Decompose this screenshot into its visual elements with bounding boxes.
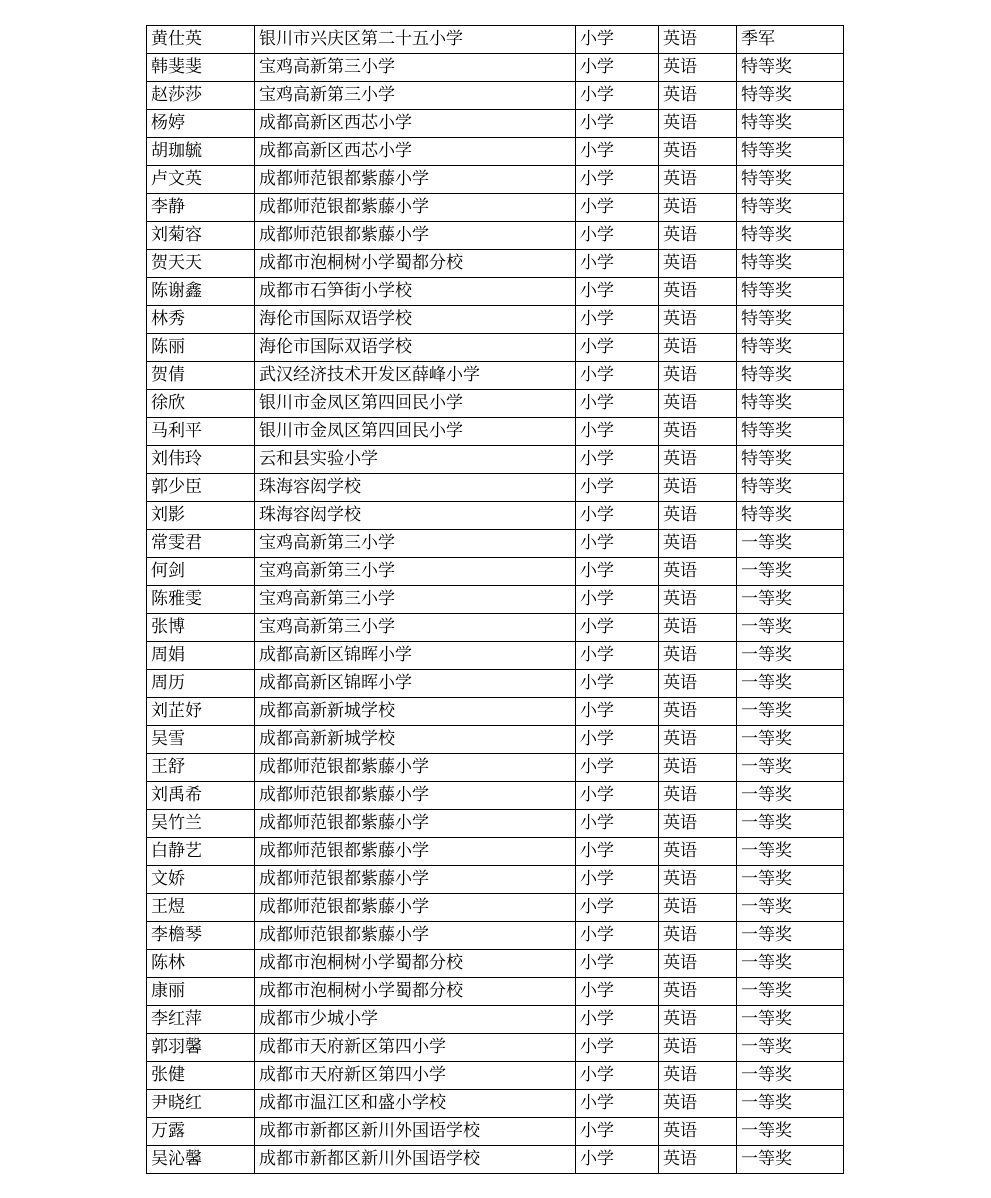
- award-cell: 一等奖: [737, 1118, 844, 1146]
- name-cell: 刘禹希: [147, 782, 255, 810]
- school-cell: 珠海容闳学校: [255, 474, 576, 502]
- subject-cell: 英语: [659, 866, 737, 894]
- subject-cell: 英语: [659, 754, 737, 782]
- school-cell: 成都师范银都紫藤小学: [255, 894, 576, 922]
- subject-cell: 英语: [659, 54, 737, 82]
- award-cell: 一等奖: [737, 698, 844, 726]
- school-cell: 成都市温江区和盛小学校: [255, 1090, 576, 1118]
- name-cell: 郭羽馨: [147, 1034, 255, 1062]
- award-cell: 特等奖: [737, 138, 844, 166]
- subject-cell: 英语: [659, 978, 737, 1006]
- name-cell: 王煜: [147, 894, 255, 922]
- subject-cell: 英语: [659, 1118, 737, 1146]
- table-row: [147, 1146, 844, 1174]
- school-cell: 成都高新区西芯小学: [255, 110, 576, 138]
- name-cell: 胡珈毓: [147, 138, 255, 166]
- name-cell: 刘伟玲: [147, 446, 255, 474]
- table-row: [147, 446, 844, 474]
- name-cell: 张博: [147, 614, 255, 642]
- table-row: [147, 530, 844, 558]
- award-cell: 特等奖: [737, 474, 844, 502]
- award-cell: 特等奖: [737, 390, 844, 418]
- name-cell: 尹晓红: [147, 1090, 255, 1118]
- school-cell: 成都高新新城学校: [255, 698, 576, 726]
- award-cell: 特等奖: [737, 334, 844, 362]
- award-table-body: [147, 26, 844, 1174]
- subject-cell: 英语: [659, 390, 737, 418]
- award-cell: 特等奖: [737, 446, 844, 474]
- award-cell: 特等奖: [737, 306, 844, 334]
- table-row: [147, 474, 844, 502]
- table-row: [147, 558, 844, 586]
- level-cell: 小学: [576, 810, 659, 838]
- award-cell: 一等奖: [737, 950, 844, 978]
- subject-cell: 英语: [659, 278, 737, 306]
- subject-cell: 英语: [659, 82, 737, 110]
- name-cell: 周娟: [147, 642, 255, 670]
- level-cell: 小学: [576, 922, 659, 950]
- subject-cell: 英语: [659, 642, 737, 670]
- level-cell: 小学: [576, 978, 659, 1006]
- level-cell: 小学: [576, 194, 659, 222]
- subject-cell: 英语: [659, 110, 737, 138]
- award-cell: 一等奖: [737, 782, 844, 810]
- table-row: [147, 278, 844, 306]
- award-cell: 特等奖: [737, 250, 844, 278]
- subject-cell: 英语: [659, 894, 737, 922]
- name-cell: 赵莎莎: [147, 82, 255, 110]
- level-cell: 小学: [576, 838, 659, 866]
- subject-cell: 英语: [659, 474, 737, 502]
- school-cell: 成都师范银都紫藤小学: [255, 922, 576, 950]
- subject-cell: 英语: [659, 166, 737, 194]
- name-cell: 李静: [147, 194, 255, 222]
- level-cell: 小学: [576, 1006, 659, 1034]
- table-row: [147, 586, 844, 614]
- school-cell: 成都师范银都紫藤小学: [255, 194, 576, 222]
- name-cell: 吴沁馨: [147, 1146, 255, 1174]
- table-row: [147, 390, 844, 418]
- subject-cell: 英语: [659, 782, 737, 810]
- level-cell: 小学: [576, 614, 659, 642]
- name-cell: 贺倩: [147, 362, 255, 390]
- subject-cell: 英语: [659, 334, 737, 362]
- award-cell: 特等奖: [737, 502, 844, 530]
- school-cell: 海伦市国际双语学校: [255, 334, 576, 362]
- name-cell: 林秀: [147, 306, 255, 334]
- name-cell: 陈谢鑫: [147, 278, 255, 306]
- award-cell: 一等奖: [737, 1062, 844, 1090]
- level-cell: 小学: [576, 54, 659, 82]
- school-cell: 成都市新都区新川外国语学校: [255, 1146, 576, 1174]
- table-row: [147, 26, 844, 54]
- subject-cell: 英语: [659, 1146, 737, 1174]
- award-cell: 特等奖: [737, 166, 844, 194]
- award-cell: 一等奖: [737, 1146, 844, 1174]
- level-cell: 小学: [576, 446, 659, 474]
- subject-cell: 英语: [659, 698, 737, 726]
- name-cell: 李红萍: [147, 1006, 255, 1034]
- school-cell: 宝鸡高新第三小学: [255, 530, 576, 558]
- table-row: [147, 418, 844, 446]
- school-cell: 成都市天府新区第四小学: [255, 1062, 576, 1090]
- table-row: [147, 1090, 844, 1118]
- level-cell: 小学: [576, 82, 659, 110]
- subject-cell: 英语: [659, 1006, 737, 1034]
- name-cell: 陈林: [147, 950, 255, 978]
- subject-cell: 英语: [659, 614, 737, 642]
- award-cell: 一等奖: [737, 810, 844, 838]
- level-cell: 小学: [576, 1118, 659, 1146]
- level-cell: 小学: [576, 474, 659, 502]
- level-cell: 小学: [576, 250, 659, 278]
- table-row: [147, 362, 844, 390]
- name-cell: 马利平: [147, 418, 255, 446]
- school-cell: 珠海容闳学校: [255, 502, 576, 530]
- name-cell: 徐欣: [147, 390, 255, 418]
- award-cell: 一等奖: [737, 754, 844, 782]
- level-cell: 小学: [576, 754, 659, 782]
- award-cell: 一等奖: [737, 838, 844, 866]
- award-cell: 特等奖: [737, 54, 844, 82]
- table-row: [147, 838, 844, 866]
- table-row: [147, 1034, 844, 1062]
- school-cell: 成都市天府新区第四小学: [255, 1034, 576, 1062]
- school-cell: 成都市石笋街小学校: [255, 278, 576, 306]
- subject-cell: 英语: [659, 838, 737, 866]
- name-cell: 卢文英: [147, 166, 255, 194]
- table-row: [147, 894, 844, 922]
- table-row: [147, 978, 844, 1006]
- level-cell: 小学: [576, 278, 659, 306]
- award-cell: 特等奖: [737, 278, 844, 306]
- level-cell: 小学: [576, 26, 659, 54]
- school-cell: 成都市泡桐树小学蜀都分校: [255, 978, 576, 1006]
- table-row: [147, 138, 844, 166]
- table-row: [147, 698, 844, 726]
- level-cell: 小学: [576, 1090, 659, 1118]
- school-cell: 成都高新新城学校: [255, 726, 576, 754]
- school-cell: 成都高新区锦晖小学: [255, 642, 576, 670]
- subject-cell: 英语: [659, 530, 737, 558]
- award-cell: 一等奖: [737, 894, 844, 922]
- name-cell: 何剑: [147, 558, 255, 586]
- award-cell: 一等奖: [737, 866, 844, 894]
- table-row: [147, 642, 844, 670]
- name-cell: 刘芷妤: [147, 698, 255, 726]
- name-cell: 刘影: [147, 502, 255, 530]
- award-cell: 一等奖: [737, 978, 844, 1006]
- level-cell: 小学: [576, 642, 659, 670]
- award-table: [146, 25, 844, 1174]
- name-cell: 周历: [147, 670, 255, 698]
- level-cell: 小学: [576, 1062, 659, 1090]
- award-cell: 一等奖: [737, 558, 844, 586]
- school-cell: 成都市泡桐树小学蜀都分校: [255, 950, 576, 978]
- award-cell: 一等奖: [737, 1006, 844, 1034]
- award-cell: 一等奖: [737, 1090, 844, 1118]
- table-row: [147, 726, 844, 754]
- school-cell: 成都高新区西芯小学: [255, 138, 576, 166]
- table-row: [147, 782, 844, 810]
- name-cell: 吴雪: [147, 726, 255, 754]
- table-row: [147, 166, 844, 194]
- table-row: [147, 250, 844, 278]
- name-cell: 常雯君: [147, 530, 255, 558]
- award-cell: 特等奖: [737, 418, 844, 446]
- name-cell: 文娇: [147, 866, 255, 894]
- name-cell: 杨婷: [147, 110, 255, 138]
- name-cell: 刘菊容: [147, 222, 255, 250]
- award-cell: 一等奖: [737, 1034, 844, 1062]
- level-cell: 小学: [576, 894, 659, 922]
- award-cell: 一等奖: [737, 586, 844, 614]
- level-cell: 小学: [576, 670, 659, 698]
- subject-cell: 英语: [659, 1090, 737, 1118]
- school-cell: 成都师范银都紫藤小学: [255, 866, 576, 894]
- name-cell: 李檐琴: [147, 922, 255, 950]
- table-row: [147, 306, 844, 334]
- name-cell: 万露: [147, 1118, 255, 1146]
- name-cell: 王舒: [147, 754, 255, 782]
- name-cell: 康丽: [147, 978, 255, 1006]
- award-cell: 特等奖: [737, 222, 844, 250]
- table-row: [147, 614, 844, 642]
- school-cell: 银川市金凤区第四回民小学: [255, 418, 576, 446]
- school-cell: 成都师范银都紫藤小学: [255, 838, 576, 866]
- school-cell: 宝鸡高新第三小学: [255, 82, 576, 110]
- table-row: [147, 670, 844, 698]
- level-cell: 小学: [576, 530, 659, 558]
- school-cell: 宝鸡高新第三小学: [255, 614, 576, 642]
- school-cell: 海伦市国际双语学校: [255, 306, 576, 334]
- table-row: [147, 810, 844, 838]
- table-row: [147, 922, 844, 950]
- subject-cell: 英语: [659, 502, 737, 530]
- award-cell: 特等奖: [737, 194, 844, 222]
- subject-cell: 英语: [659, 922, 737, 950]
- level-cell: 小学: [576, 334, 659, 362]
- table-row: [147, 502, 844, 530]
- level-cell: 小学: [576, 558, 659, 586]
- name-cell: 韩斐斐: [147, 54, 255, 82]
- name-cell: 黄仕英: [147, 26, 255, 54]
- level-cell: 小学: [576, 698, 659, 726]
- subject-cell: 英语: [659, 306, 737, 334]
- table-row: [147, 754, 844, 782]
- school-cell: 成都师范银都紫藤小学: [255, 222, 576, 250]
- level-cell: 小学: [576, 586, 659, 614]
- name-cell: 陈雅雯: [147, 586, 255, 614]
- award-cell: 特等奖: [737, 110, 844, 138]
- level-cell: 小学: [576, 306, 659, 334]
- award-cell: 特等奖: [737, 362, 844, 390]
- table-row: [147, 194, 844, 222]
- award-cell: 特等奖: [737, 82, 844, 110]
- table-row: [147, 950, 844, 978]
- level-cell: 小学: [576, 950, 659, 978]
- award-cell: 一等奖: [737, 530, 844, 558]
- school-cell: 宝鸡高新第三小学: [255, 54, 576, 82]
- award-cell: 一等奖: [737, 614, 844, 642]
- level-cell: 小学: [576, 138, 659, 166]
- school-cell: 成都师范银都紫藤小学: [255, 782, 576, 810]
- name-cell: 陈丽: [147, 334, 255, 362]
- award-cell: 季军: [737, 26, 844, 54]
- level-cell: 小学: [576, 1146, 659, 1174]
- table-row: [147, 1006, 844, 1034]
- subject-cell: 英语: [659, 250, 737, 278]
- school-cell: 成都市泡桐树小学蜀都分校: [255, 250, 576, 278]
- award-cell: 一等奖: [737, 670, 844, 698]
- subject-cell: 英语: [659, 1034, 737, 1062]
- level-cell: 小学: [576, 110, 659, 138]
- school-cell: 武汉经济技术开发区薛峰小学: [255, 362, 576, 390]
- school-cell: 云和县实验小学: [255, 446, 576, 474]
- level-cell: 小学: [576, 726, 659, 754]
- school-cell: 成都市少城小学: [255, 1006, 576, 1034]
- school-cell: 成都师范银都紫藤小学: [255, 166, 576, 194]
- table-row: [147, 110, 844, 138]
- school-cell: 成都高新区锦晖小学: [255, 670, 576, 698]
- level-cell: 小学: [576, 1034, 659, 1062]
- school-cell: 宝鸡高新第三小学: [255, 586, 576, 614]
- subject-cell: 英语: [659, 586, 737, 614]
- level-cell: 小学: [576, 782, 659, 810]
- award-cell: 一等奖: [737, 642, 844, 670]
- table-row: [147, 334, 844, 362]
- school-cell: 宝鸡高新第三小学: [255, 558, 576, 586]
- table-row: [147, 1062, 844, 1090]
- award-cell: 一等奖: [737, 726, 844, 754]
- subject-cell: 英语: [659, 1062, 737, 1090]
- name-cell: 吴竹兰: [147, 810, 255, 838]
- name-cell: 白静艺: [147, 838, 255, 866]
- subject-cell: 英语: [659, 138, 737, 166]
- subject-cell: 英语: [659, 558, 737, 586]
- subject-cell: 英语: [659, 810, 737, 838]
- school-cell: 银川市兴庆区第二十五小学: [255, 26, 576, 54]
- level-cell: 小学: [576, 390, 659, 418]
- level-cell: 小学: [576, 502, 659, 530]
- subject-cell: 英语: [659, 726, 737, 754]
- award-cell: 一等奖: [737, 922, 844, 950]
- name-cell: 贺天天: [147, 250, 255, 278]
- table-row: [147, 222, 844, 250]
- table-row: [147, 1118, 844, 1146]
- subject-cell: 英语: [659, 418, 737, 446]
- school-cell: 成都师范银都紫藤小学: [255, 754, 576, 782]
- level-cell: 小学: [576, 362, 659, 390]
- level-cell: 小学: [576, 866, 659, 894]
- level-cell: 小学: [576, 418, 659, 446]
- subject-cell: 英语: [659, 26, 737, 54]
- subject-cell: 英语: [659, 222, 737, 250]
- table-row: [147, 54, 844, 82]
- subject-cell: 英语: [659, 670, 737, 698]
- school-cell: 银川市金凤区第四回民小学: [255, 390, 576, 418]
- table-row: [147, 866, 844, 894]
- subject-cell: 英语: [659, 362, 737, 390]
- school-cell: 成都师范银都紫藤小学: [255, 810, 576, 838]
- school-cell: 成都市新都区新川外国语学校: [255, 1118, 576, 1146]
- level-cell: 小学: [576, 222, 659, 250]
- subject-cell: 英语: [659, 950, 737, 978]
- name-cell: 张健: [147, 1062, 255, 1090]
- name-cell: 郭少臣: [147, 474, 255, 502]
- level-cell: 小学: [576, 166, 659, 194]
- table-row: [147, 82, 844, 110]
- subject-cell: 英语: [659, 446, 737, 474]
- subject-cell: 英语: [659, 194, 737, 222]
